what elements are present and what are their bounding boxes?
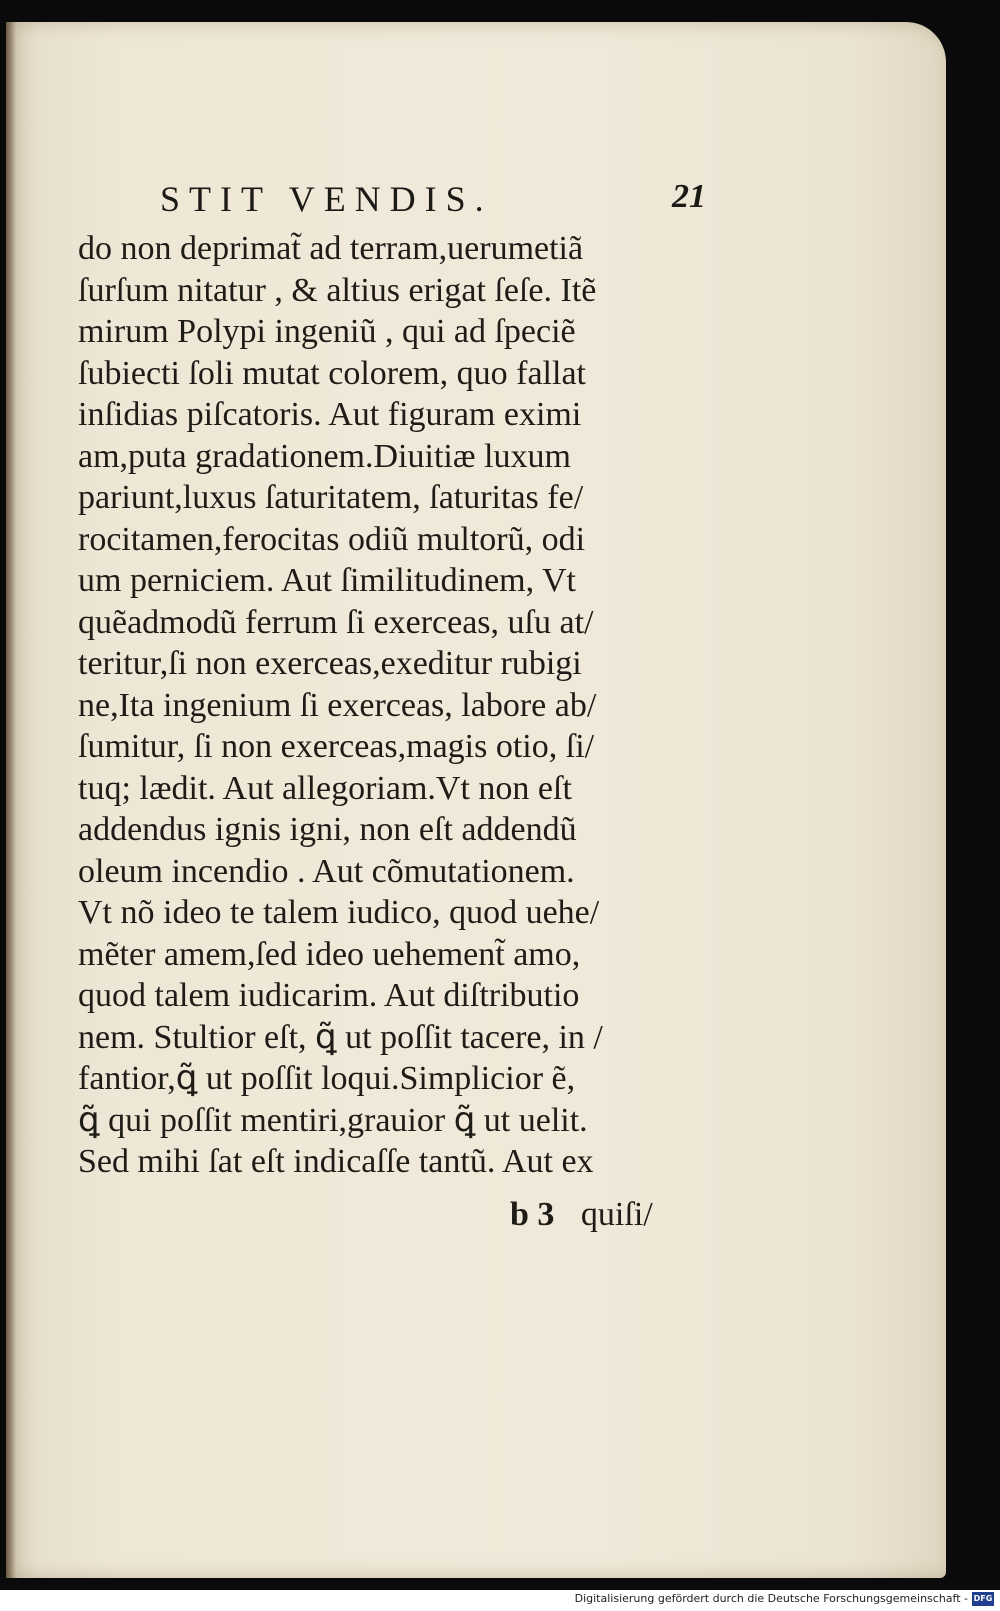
page-gutter [6, 22, 16, 1578]
text-line: ꝗ̃ qui poſſit mentiri,grauior ꝗ̃ ut uelit. [78, 1101, 588, 1139]
text-line: inſidias piſcatoris. Aut figuram eximi [78, 396, 582, 433]
body-text [78, 228, 728, 1183]
text-line: ne,Ita ingenium ſi exerceas, labore ab/ [78, 686, 597, 724]
text-line: tuq; lædit. Aut allegoriam.Vt non eſt [78, 769, 572, 807]
text-line: quẽadmodũ ferrum ſi exerceas, uſu at/ [78, 603, 594, 641]
text-line: do non deprimat̃ ad terram,uerumetiã [78, 230, 584, 267]
text-line: oleum incendio . Aut cõmutationem. [78, 852, 575, 890]
text-line: nem. Stultior eſt, ꝗ̃ ut poſſit tacere, in / [78, 1018, 603, 1056]
signature-line [510, 1196, 653, 1234]
text-line: ſurſum nitatur , & altius erigat ſeſe. Itẽ [78, 271, 597, 309]
text-line: pariunt,luxus ſaturitatem, ſaturitas fe/ [78, 479, 584, 516]
text-line: teritur,ſi non exerceas,exeditur rubigi [78, 645, 582, 682]
dfg-logo: DFG [972, 1592, 994, 1606]
footer-bar [0, 1590, 1000, 1611]
text-line: Sed mihi ſat eſt indicaſſe tantũ. Aut ex [78, 1143, 594, 1180]
running-head: STIT VENDIS. [160, 179, 493, 219]
text-line: ſumitur, ſi non exerceas,magis otio, ſi/ [78, 728, 595, 765]
page-number: 21 [672, 178, 706, 215]
text-line: Vt nõ ideo te talem iudico, quod uehe/ [78, 894, 600, 931]
text-line: fantior,ꝗ̃ ut poſſit loqui.Simplicior ẽ, [78, 1060, 576, 1097]
text-line: am,puta gradationem.Diuitiæ luxum [78, 437, 571, 475]
text-line: mẽter amem,ſed ideo uehement̃ amo, [78, 935, 581, 973]
text-line: ſubiecti ſoli mutat colorem, quo fallat [78, 354, 586, 392]
funding-credit: Digitalisierung gefördert durch die Deutsche Forschungsgemeinschaft - [574, 1592, 968, 1605]
catchword: quiſi/ [580, 1196, 653, 1233]
text-line: um perniciem. Aut ſimilitudinem, Vt [78, 562, 576, 599]
signature-mark: b 3 [510, 1196, 555, 1233]
text-line: addendus ignis igni, non eſt addendũ [78, 811, 577, 848]
text-line: rocitamen,ferocitas odiũ multorũ, odi [78, 520, 586, 558]
text-line: mirum Polypi ingeniũ , qui ad ſpeciẽ [78, 313, 576, 350]
text-line: quod talem iudicarim. Aut diſtributio [78, 977, 580, 1014]
